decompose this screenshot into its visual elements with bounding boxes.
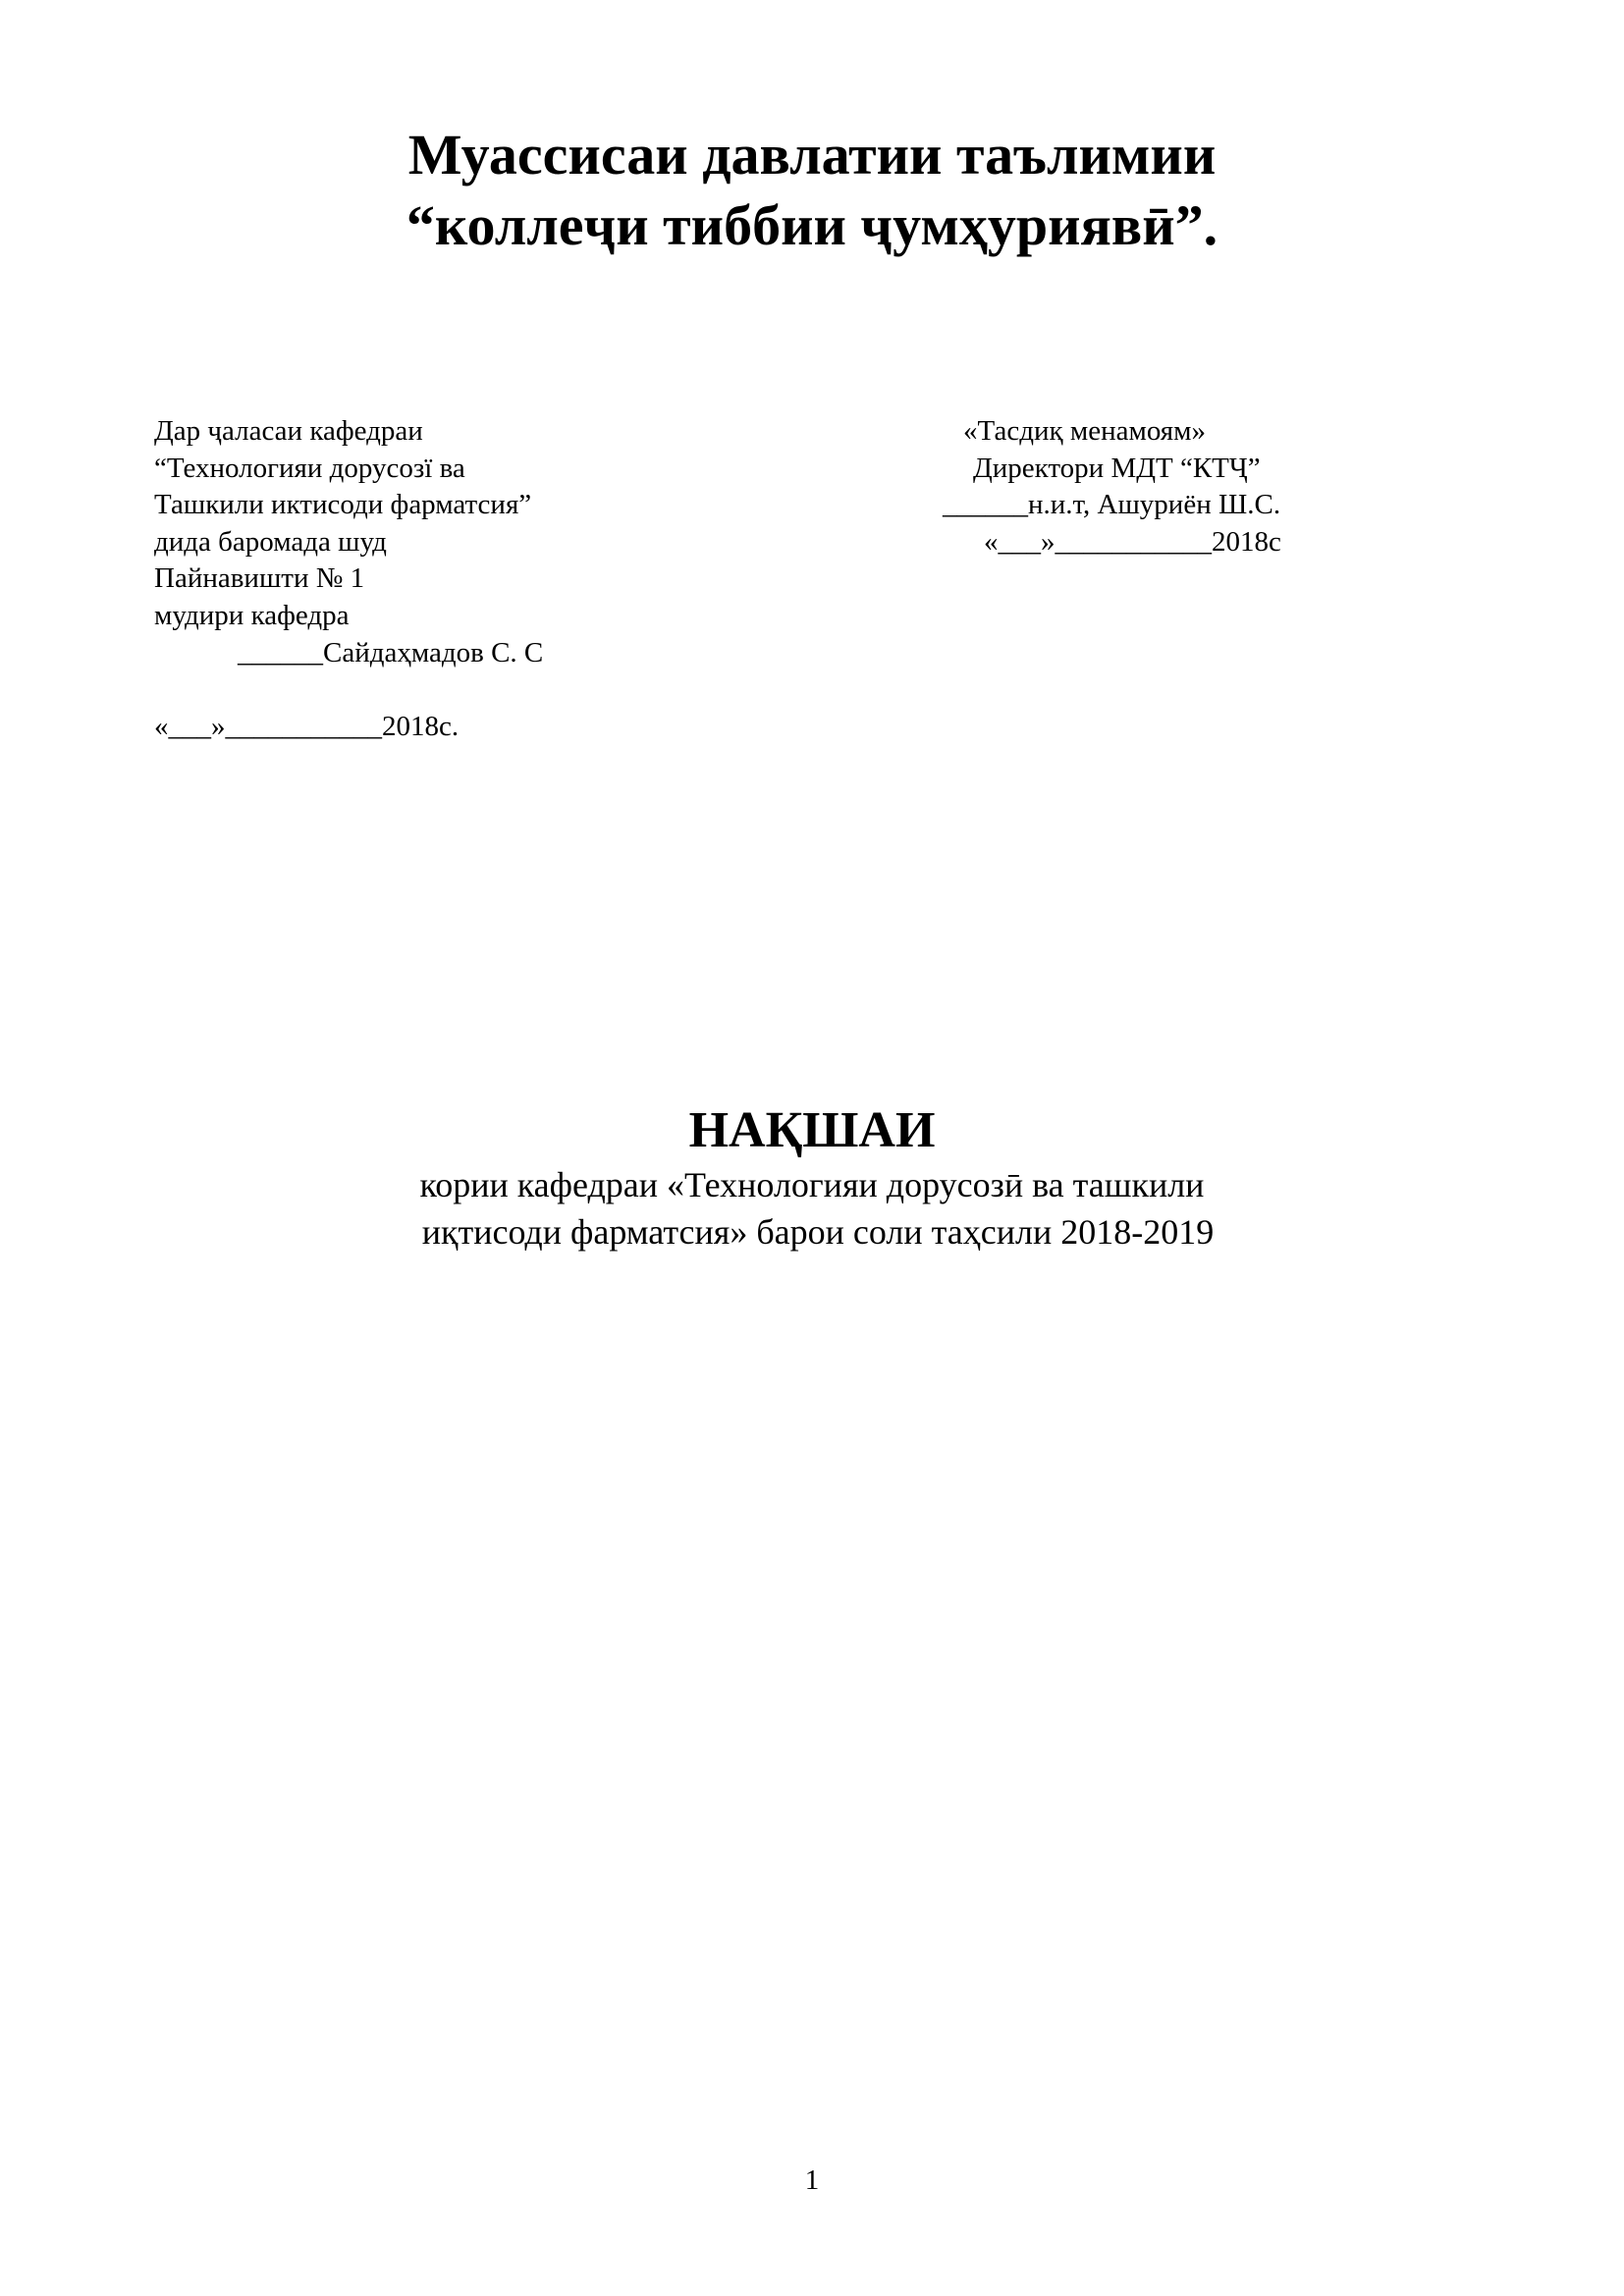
department-approval-line: Дар ҷаласаи кафедраи [154, 415, 423, 447]
protocol-number: Пайнавишти № 1 [154, 562, 365, 595]
department-approval-block [154, 413, 543, 746]
institution-header [0, 120, 1624, 261]
plan-subtitle-line-1: кории кафедраи «Технологияи дорусозӣ ва ташкили [419, 1165, 1205, 1204]
director-approval-block [941, 413, 1363, 561]
department-approval-line: “Технологияи дорусозї ва [154, 452, 465, 484]
director-approval-date: «___»___________2018с [984, 525, 1281, 558]
spacer [154, 671, 543, 709]
department-approval-line: Ташкили иктисоди фарматсия” [154, 489, 532, 521]
page-number: 1 [804, 2164, 820, 2196]
institution-header-line-1: Муассисаи давлатии таълимии [407, 123, 1217, 187]
department-head-signature: ______Сайдаҳмадов С. С [238, 636, 544, 668]
plan-title: НАҚШАИ [688, 1102, 936, 1158]
director-signature: ______н.и.т, Ашуриён Ш.С. [943, 489, 1281, 521]
department-approval-date: «___»___________2018с. [154, 711, 460, 743]
director-title: Директори МДТ “КТҶ” [973, 452, 1261, 484]
department-approval-line: дида баромада шуд [154, 525, 387, 558]
department-head-label: мудири кафедра [154, 599, 350, 631]
plan-subtitle-line-2: иқтисоди фарматсия» барои соли таҳсили 2018-2019 [421, 1212, 1215, 1252]
institution-header-line-2: “коллеҷи тиббии ҷумҳуриявӣ”. [406, 193, 1218, 257]
approval-heading: «Тасдиқ менамоям» [963, 415, 1206, 447]
plan-subtitle [0, 1161, 1624, 1255]
